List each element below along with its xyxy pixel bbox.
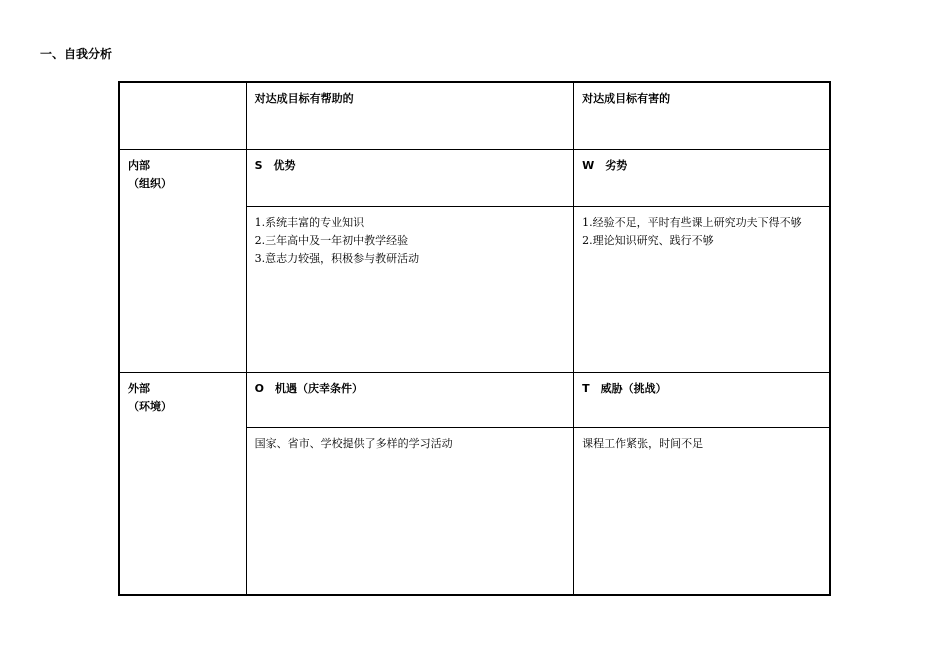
external-label: 外部	[128, 381, 150, 395]
harmful-header: 对达成目标有害的	[574, 82, 830, 149]
external-sublabel: （环境）	[128, 399, 172, 413]
internal-label: 内部	[128, 158, 150, 172]
weakness-item: 1.经验不足，平时有些课上研究功夫下得不够	[582, 215, 802, 229]
internal-title-row	[119, 149, 830, 206]
opportunity-item: 国家、省市、学校提供了多样的学习活动	[254, 436, 453, 450]
strengths-title: S 优势	[246, 149, 573, 206]
external-title-row	[119, 372, 830, 427]
weakness-item: 2.理论知识研究、践行不够	[582, 233, 714, 247]
internal-label-cell	[119, 149, 246, 372]
header-row	[119, 82, 830, 149]
internal-sublabel: （组织）	[128, 176, 172, 190]
strength-item: 1.系统丰富的专业知识	[254, 215, 365, 229]
corner-cell	[119, 82, 246, 149]
threat-item: 课程工作紧张，时间不足	[582, 436, 704, 450]
opportunities-cell	[246, 427, 573, 595]
opportunities-title: O 机遇（庆幸条件）	[246, 372, 573, 427]
strength-item: 3.意志力较强，积极参与教研活动	[254, 251, 420, 265]
helpful-header: 对达成目标有帮助的	[246, 82, 573, 149]
strength-item: 2.三年高中及一年初中教学经验	[254, 233, 409, 247]
weaknesses-title: W 劣势	[574, 149, 830, 206]
threats-title: T 威胁（挑战）	[574, 372, 830, 427]
external-label-cell	[119, 372, 246, 595]
threats-cell	[574, 427, 830, 595]
section-heading: 一、自我分析	[40, 47, 113, 61]
swot-table	[118, 81, 831, 596]
weaknesses-cell	[574, 206, 830, 372]
strengths-cell	[246, 206, 573, 372]
